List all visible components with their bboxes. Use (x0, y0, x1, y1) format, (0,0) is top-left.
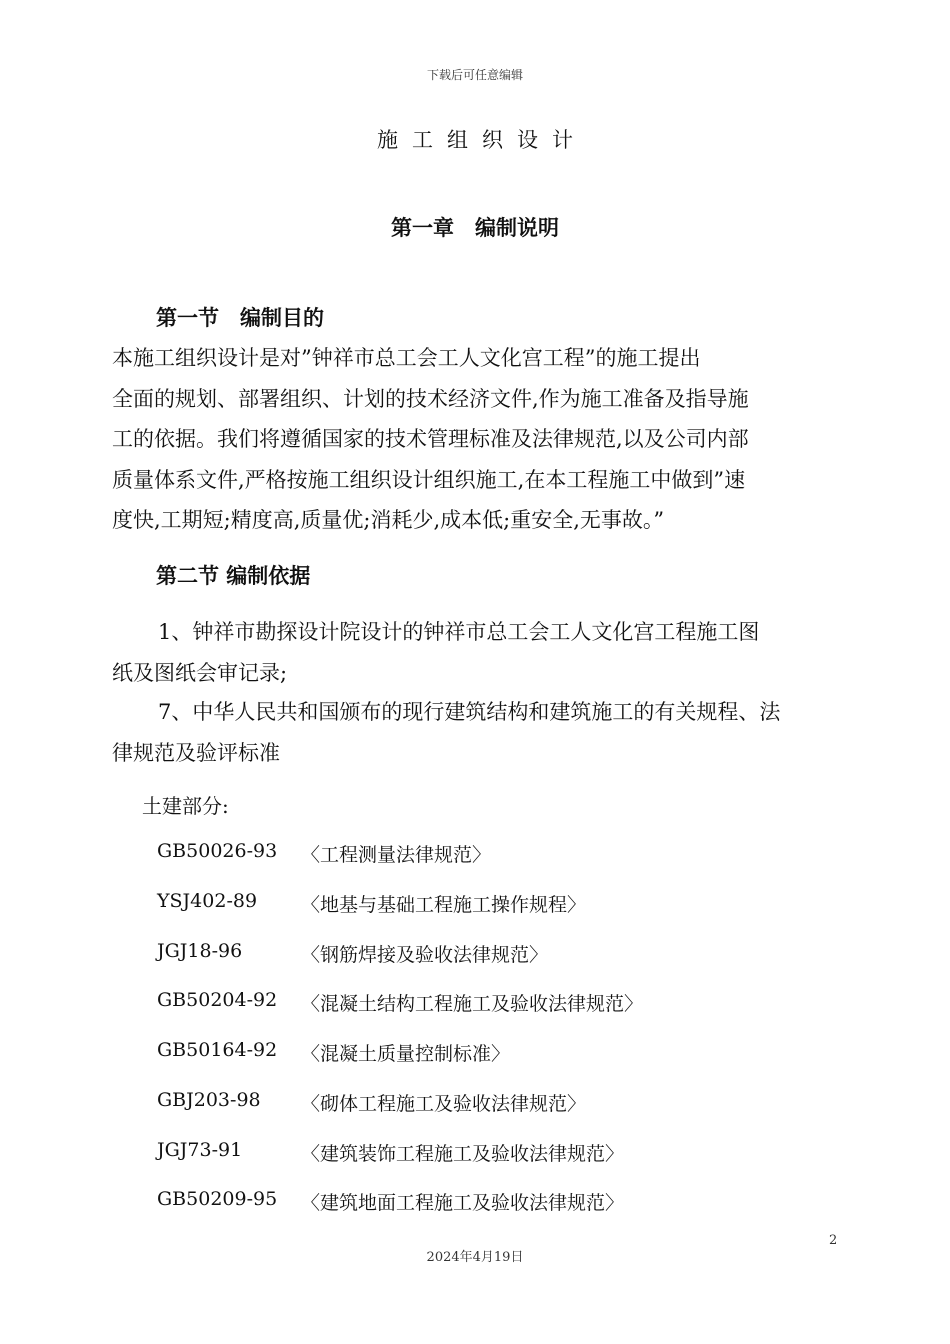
standard-name: 〈砌体工程施工及验收法律规范〉 (301, 1093, 587, 1115)
standard-code: GB50164-92 (157, 1039, 278, 1061)
standard-name: 〈工程测量法律规范〉 (301, 844, 492, 866)
standard-code: GB50209-95 (157, 1188, 278, 1210)
standard-name: 〈建筑装饰工程施工及验收法律规范〉 (301, 1143, 625, 1165)
paragraph-line: 纸及图纸会审记录; (112, 660, 288, 685)
section-title-basis: 第二节 编制依据 (156, 563, 311, 588)
paragraph-line: 工的依据。我们将遵循国家的技术管理标准及法律规范,以及公司内部 (112, 427, 749, 451)
section-title-purpose: 第一节 编制目的 (156, 305, 324, 330)
standard-code: GB50204-92 (157, 989, 278, 1011)
basis-item-1 (112, 612, 852, 693)
standard-code: GB50026-93 (157, 840, 278, 862)
standard-name: 〈钢筋焊接及验收法律规范〉 (301, 944, 549, 966)
footer-date: 2024年4月19日 (426, 1250, 524, 1265)
paragraph-line: 度快,工期短;精度高,质量优;消耗少,成本低;重安全,无事故。” (112, 508, 665, 532)
standard-code: GBJ203-98 (157, 1089, 261, 1111)
civil-works-label: 土建部分: (142, 794, 229, 818)
standard-code: YSJ402-89 (157, 890, 258, 912)
standard-name: 〈混凝土质量控制标准〉 (301, 1043, 511, 1065)
document-title: 施工组织设计 (377, 128, 587, 152)
paragraph-line: 1、钟祥市勘探设计院设计的钟祥市总工会工人文化宫工程施工图 (158, 620, 760, 644)
paragraph-line: 全面的规划、部署组织、计划的技术经济文件,作为施工准备及指导施 (112, 386, 749, 411)
page-header-note: 下载后可任意编辑 (426, 68, 523, 82)
page-number: 2 (829, 1233, 838, 1248)
paragraph-line: 本施工组织设计是对”钟祥市总工会工人文化宫工程”的施工提出 (112, 346, 701, 370)
standard-code: JGJ73-91 (157, 1139, 243, 1161)
standard-name: 〈建筑地面工程施工及验收法律规范〉 (301, 1192, 625, 1214)
chapter-title: 第一章 编制说明 (391, 215, 559, 240)
standard-name: 〈地基与基础工程施工操作规程〉 (301, 894, 587, 916)
standard-code: JGJ18-96 (157, 940, 243, 962)
basis-item-7 (112, 692, 852, 773)
paragraph-line: 律规范及验评标准 (112, 740, 280, 765)
purpose-paragraph (112, 338, 852, 541)
paragraph-line: 7、中华人民共和国颁布的现行建筑结构和建筑施工的有关规程、法 (158, 700, 781, 724)
paragraph-line: 质量体系文件,严格按施工组织设计组织施工,在本工程施工中做到”速 (112, 467, 746, 492)
standard-name: 〈混凝土结构工程施工及验收法律规范〉 (301, 993, 644, 1015)
